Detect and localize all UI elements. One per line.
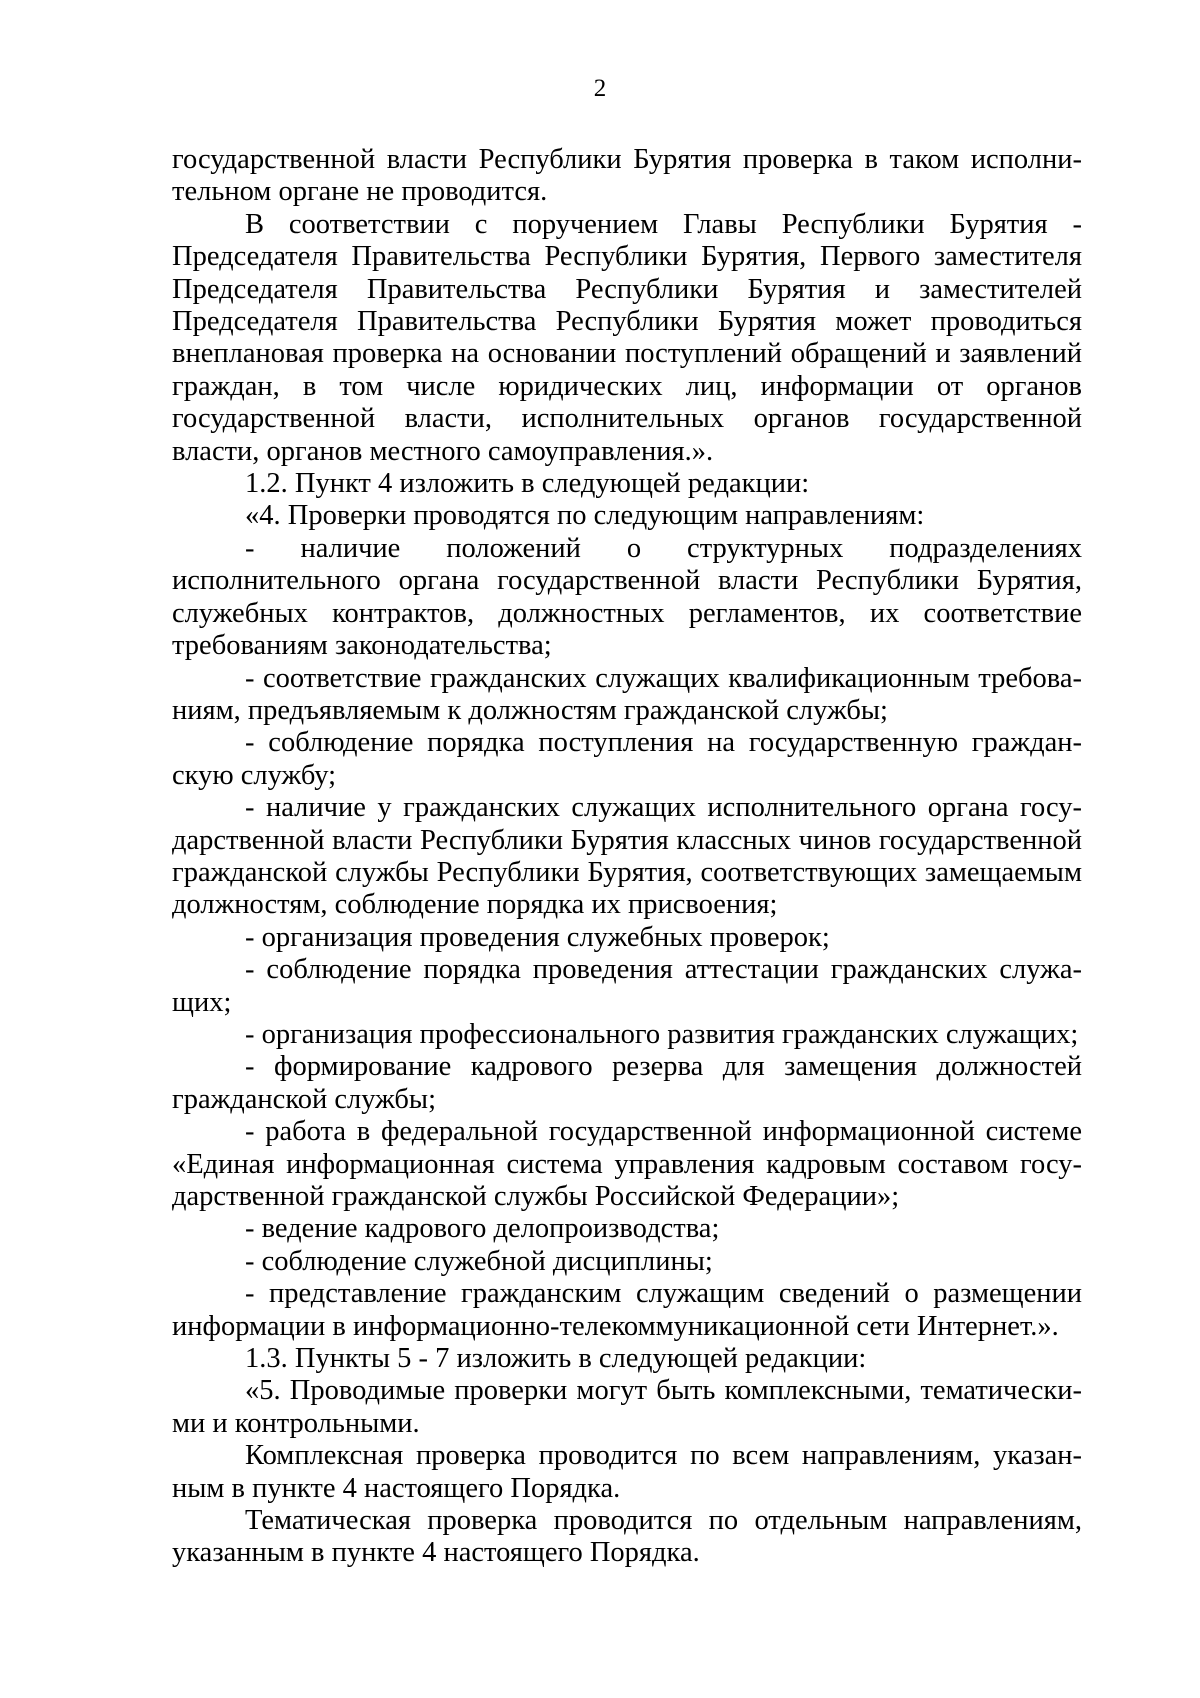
- paragraph-continuation: государственной власти Республики Бурятия проверка в таком исполнительном органе не проводится.: [172, 144, 1082, 208]
- page-number: 2: [593, 75, 607, 102]
- list-item-attestation: - соблюдение порядка проведения аттестации гражданских служащих;: [172, 954, 1082, 1018]
- paragraph-item-4-heading: «4. Проверки проводятся по следующим направлениям:: [245, 500, 925, 532]
- list-item-internet-disclosure: - представление гражданским служащим сведений о размещении информации в информационно-телекоммуникационной сети Интернет.».: [172, 1278, 1082, 1342]
- list-item-class-ranks: - наличие у гражданских служащих исполнительного органа государственной власти Республики Бурятия классных чинов государственной гражданской службы Республики Бурятия, соответствующих замещаемым должностям, соблюдение порядка их присвоения;: [172, 792, 1082, 921]
- list-item-official-inspections: - организация проведения служебных проверок;: [245, 921, 830, 953]
- paragraph-thematic-inspection: Тематическая проверка проводится по отдельным направлениям, указанным в пункте 4 настоящего Порядка.: [172, 1505, 1082, 1569]
- list-item-professional-development: - организация профессионального развития гражданских служащих;: [245, 1018, 1079, 1050]
- paragraph-unscheduled-inspection: В соответствии с поручением Главы Республики Бурятия - Председателя Правительства Республики Бурятия, Первого заместителя Председателя Правительства Республики Бурятия и заместителей Председателя Правительства Республики Бурятия может проводиться внеплановая проверка на основании поступлений обращений и заявлений граждан, в том числе юридических лиц, информации от органов государственной власти, исполнительных органов государственной власти, органов местного самоуправления.».: [172, 208, 1082, 467]
- paragraph-amendment-1-2: 1.2. Пункт 4 изложить в следующей редакции:: [245, 468, 810, 500]
- list-item-structural-regulations: - наличие положений о структурных подразделениях исполнительного органа государственной власти Республики Бурятия, служебных контрактов, должностных регламентов, их соответствие требованиям законодательства;: [172, 532, 1082, 662]
- list-item-personnel-reserve: - формирование кадрового резерва для замещения должностей гражданской службы;: [172, 1051, 1082, 1115]
- list-item-qualification-requirements: - соответствие гражданских служащих квалификационным требованиям, предъявляемым к должностям гражданской службы;: [172, 662, 1082, 726]
- paragraph-item-5: «5. Проводимые проверки могут быть комплексными, тематическими и контрольными.: [172, 1375, 1082, 1439]
- list-item-personnel-records: - ведение кадрового делопроизводства;: [245, 1213, 720, 1245]
- list-item-discipline: - соблюдение служебной дисциплины;: [245, 1245, 713, 1277]
- paragraph-amendment-1-3: 1.3. Пункты 5 - 7 изложить в следующей редакции:: [245, 1343, 867, 1375]
- list-item-admission-procedure: - соблюдение порядка поступления на государственную гражданскую службу;: [172, 727, 1082, 791]
- paragraph-complex-inspection: Комплексная проверка проводится по всем направлениям, указанным в пункте 4 настоящего Порядка.: [172, 1440, 1082, 1504]
- document-body: [172, 144, 1082, 1570]
- list-item-information-system: - работа в федеральной государственной информационной системе «Единая информационная система управления кадровым составом государственной гражданской службы Российской Федерации»;: [172, 1116, 1082, 1212]
